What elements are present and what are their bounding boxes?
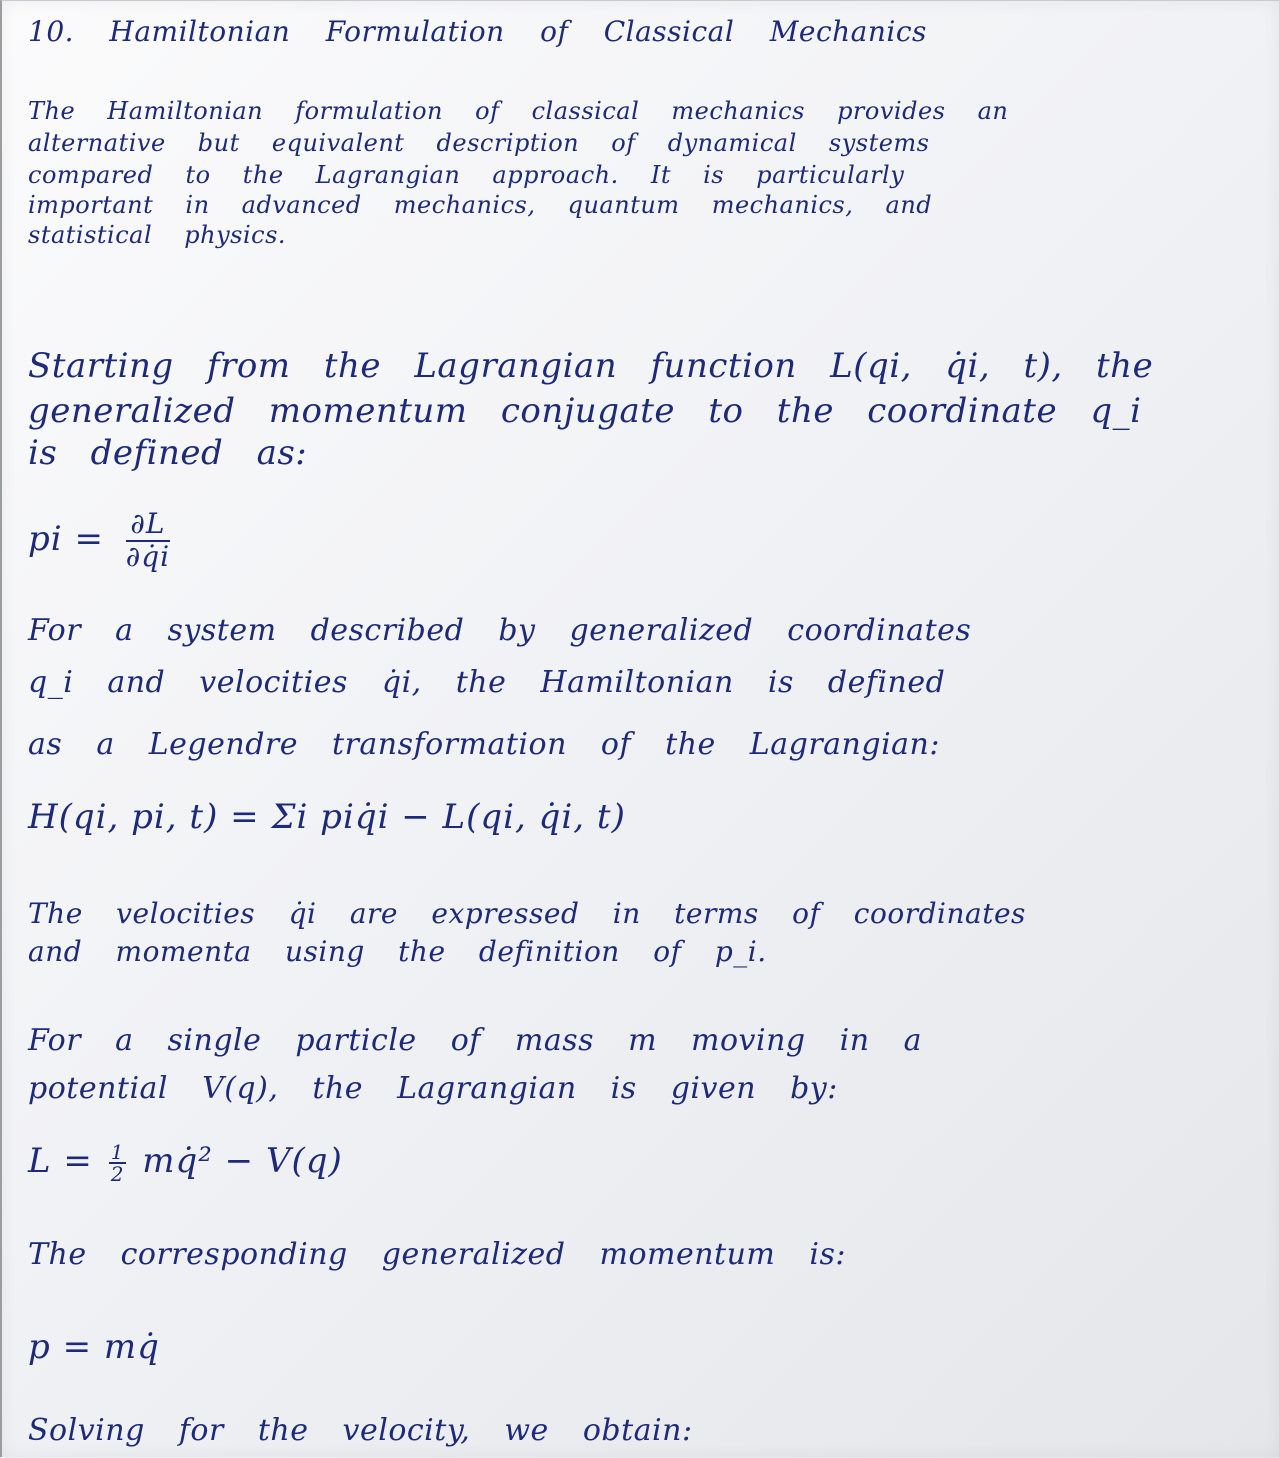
half-denominator: 2 [110,1162,125,1186]
hamiltonian-def-line-1: For a system described by generalized coordinates [28,613,972,648]
momentum-equation-simple: p = mq̇ [28,1327,160,1367]
hamiltonian-def-line-3: as a Legendre transformation of the Lagrangian: [28,727,940,762]
velocities-line-1: The velocities q̇i are expressed in terms of coordinates [28,897,1026,930]
partial-fraction [126,509,170,573]
intro-line-3: compared to the Lagrangian approach. It is particularly [28,161,905,189]
half-fraction [109,1142,127,1184]
intro-line-4: important in advanced mechanics, quantum mechanics, and [28,191,933,219]
particle-line-2: potential V(q), the Lagrangian is given by: [28,1071,838,1106]
momentum-text-line: The corresponding generalized momentum is: [28,1237,847,1272]
half-numerator: 1 [110,1140,125,1164]
lagrangian-lhs: L = [28,1141,93,1181]
hamiltonian-equation: H(qi, pi, t) = Σi piq̇i − L(qi, q̇i, t) [28,797,626,837]
intro-line-5: statistical physics. [28,221,287,249]
intro-line-2: alternative but equivalent description of dynamical systems [28,129,930,157]
momentum-def-line-2: generalized momentum conjugate to the coordinate q_i [28,391,1142,431]
momentum-def-line-1: Starting from the Lagrangian function L(qi, q̇i, t), the [28,346,1154,386]
hamiltonian-def-line-2: q_i and velocities q̇i, the Hamiltonian is defined [28,665,946,700]
fraction-denominator: ∂q̇i [125,539,171,573]
particle-line-1: For a single particle of mass m moving in a [28,1023,922,1058]
momentum-equation-lhs: pi = [28,518,104,559]
page-title: 10. Hamiltonian Formulation of Classical Mechanics [28,15,927,48]
lagrangian-rhs: mq̇² − V(q) [142,1141,343,1181]
momentum-def-line-3: is defined as: [28,433,308,473]
lagrangian-equation [28,1141,343,1184]
solving-line: Solving for the velocity, we obtain: [28,1413,693,1448]
momentum-equation [28,509,170,573]
velocities-line-2: and momenta using the definition of p_i. [28,935,767,968]
intro-line-1: The Hamiltonian formulation of classical mechanics provides an [28,97,1009,125]
fraction-numerator: ∂L [126,509,170,542]
